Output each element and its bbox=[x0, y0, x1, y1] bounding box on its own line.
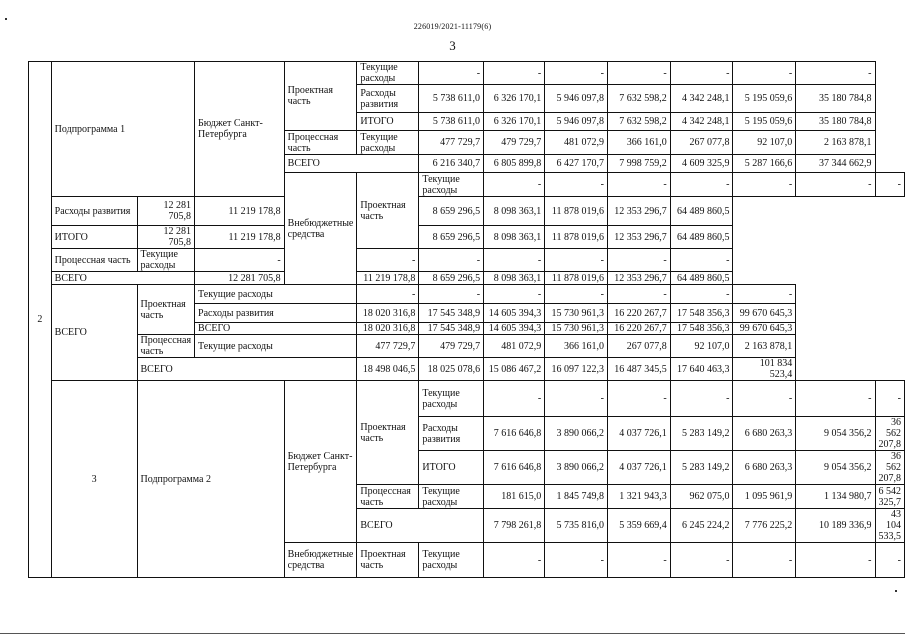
subtotal-label: ИТОГО bbox=[51, 226, 137, 249]
value-cell: 17 545 348,9 bbox=[419, 304, 484, 323]
value-cell: 366 161,0 bbox=[607, 131, 670, 155]
part-name: Процессная часть bbox=[284, 131, 357, 155]
value-cell: - bbox=[607, 249, 670, 272]
value-cell: 99 670 645,3 bbox=[733, 304, 796, 323]
value-cell: 64 489 860,5 bbox=[670, 197, 733, 226]
value-cell: 14 605 394,3 bbox=[484, 323, 545, 335]
value-cell: - bbox=[875, 543, 905, 578]
total-label: ВСЕГО bbox=[357, 509, 484, 543]
part-name: Процессная часть bbox=[357, 485, 419, 509]
part-name: Проектная часть bbox=[357, 173, 419, 249]
value-cell: 8 098 363,1 bbox=[484, 197, 545, 226]
value-cell: - bbox=[195, 249, 285, 272]
source-name: Бюджет Санкт-Петербурга bbox=[284, 381, 357, 543]
value-cell: 267 077,8 bbox=[670, 131, 733, 155]
value-cell: 481 072,9 bbox=[545, 131, 608, 155]
value-cell: - bbox=[733, 543, 796, 578]
value-cell: 18 020 316,8 bbox=[357, 304, 419, 323]
value-cell: 5 195 059,6 bbox=[733, 85, 796, 113]
value-cell: 5 195 059,6 bbox=[733, 113, 796, 131]
value-cell: 15 730 961,3 bbox=[545, 304, 608, 323]
value-cell: 6 245 224,2 bbox=[670, 509, 733, 543]
value-cell: 7 776 225,2 bbox=[733, 509, 796, 543]
value-cell: - bbox=[484, 285, 545, 304]
value-cell: 10 189 336,9 bbox=[796, 509, 875, 543]
scan-speck bbox=[895, 590, 897, 592]
table-row bbox=[29, 335, 905, 358]
value-cell: 11 219 178,8 bbox=[357, 272, 419, 285]
value-cell: - bbox=[607, 173, 670, 197]
table-row bbox=[29, 249, 905, 272]
value-cell: 9 054 356,2 bbox=[796, 417, 875, 451]
subtotal-label: ИТОГО bbox=[419, 451, 484, 485]
value-cell: 477 729,7 bbox=[357, 335, 419, 358]
expense-type: Текущие расходы bbox=[357, 62, 419, 85]
total-label: ВСЕГО bbox=[51, 285, 137, 381]
budget-table bbox=[28, 61, 905, 578]
document-number: 226019/2021-11179(6) bbox=[413, 22, 492, 31]
source-name: Внебюджетные средства bbox=[284, 173, 357, 285]
value-cell: 2 163 878,1 bbox=[733, 335, 796, 358]
value-cell: 5 738 611,0 bbox=[419, 113, 484, 131]
value-cell: - bbox=[670, 381, 733, 417]
expense-type: Текущие расходы bbox=[419, 381, 484, 417]
value-cell: 7 998 759,2 bbox=[607, 155, 670, 173]
value-cell: 12 353 296,7 bbox=[607, 226, 670, 249]
value-cell: 5 946 097,8 bbox=[545, 85, 608, 113]
value-cell: 5 287 166,6 bbox=[733, 155, 796, 173]
value-cell: - bbox=[484, 249, 545, 272]
value-cell: 11 878 019,6 bbox=[545, 197, 608, 226]
value-cell: 17 548 356,3 bbox=[670, 304, 733, 323]
value-cell: 17 548 356,3 bbox=[670, 323, 733, 335]
row-number: 3 bbox=[51, 381, 137, 578]
value-cell: 7 632 598,2 bbox=[607, 85, 670, 113]
value-cell: 3 890 066,2 bbox=[545, 417, 608, 451]
value-cell: 36 562 207,8 bbox=[875, 451, 905, 485]
subprogram-name: Подпрограмма 2 bbox=[137, 381, 284, 578]
source-name: Бюджет Санкт-Петербурга bbox=[195, 62, 285, 197]
part-name: Проектная часть bbox=[357, 543, 419, 578]
value-cell: 17 640 463,3 bbox=[670, 358, 733, 381]
value-cell: 92 107,0 bbox=[733, 131, 796, 155]
value-cell: 36 562 207,8 bbox=[875, 417, 905, 451]
value-cell: 6 680 263,3 bbox=[733, 451, 796, 485]
expense-type: Расходы развития bbox=[357, 85, 419, 113]
value-cell: 366 161,0 bbox=[545, 335, 608, 358]
part-name: Проектная часть bbox=[357, 381, 419, 485]
page-bottom-edge bbox=[0, 633, 905, 634]
value-cell: - bbox=[419, 249, 484, 272]
value-cell: 11 219 178,8 bbox=[195, 226, 285, 249]
value-cell: 4 342 248,1 bbox=[670, 85, 733, 113]
value-cell: - bbox=[357, 285, 419, 304]
value-cell: 16 097 122,3 bbox=[545, 358, 608, 381]
value-cell: 481 072,9 bbox=[484, 335, 545, 358]
value-cell: 1 321 943,3 bbox=[607, 485, 670, 509]
value-cell: - bbox=[607, 285, 670, 304]
value-cell: - bbox=[484, 173, 545, 197]
value-cell: 18 025 078,6 bbox=[419, 358, 484, 381]
value-cell: 15 086 467,2 bbox=[484, 358, 545, 381]
value-cell: 6 805 899,8 bbox=[484, 155, 545, 173]
value-cell: - bbox=[545, 381, 608, 417]
table-row bbox=[29, 272, 905, 285]
value-cell: 15 730 961,3 bbox=[545, 323, 608, 335]
expense-type: Текущие расходы bbox=[195, 285, 357, 304]
table-row bbox=[29, 285, 905, 304]
value-cell: 18 020 316,8 bbox=[357, 323, 419, 335]
subprogram-name: Подпрограмма 1 bbox=[51, 62, 194, 197]
value-cell: - bbox=[733, 381, 796, 417]
table-row bbox=[29, 62, 905, 85]
value-cell: 1 845 749,8 bbox=[545, 485, 608, 509]
value-cell: 8 098 363,1 bbox=[484, 272, 545, 285]
value-cell: 4 342 248,1 bbox=[670, 113, 733, 131]
table-row bbox=[29, 381, 905, 417]
value-cell: 35 180 784,8 bbox=[796, 85, 875, 113]
value-cell: - bbox=[670, 62, 733, 85]
value-cell: - bbox=[545, 62, 608, 85]
value-cell: 1 095 961,9 bbox=[733, 485, 796, 509]
page-number: 3 bbox=[449, 38, 456, 53]
value-cell: - bbox=[796, 543, 875, 578]
value-cell: 16 220 267,7 bbox=[607, 323, 670, 335]
value-cell: - bbox=[419, 62, 484, 85]
total-label: ВСЕГО bbox=[195, 323, 357, 335]
source-name: Внебюджетные средства bbox=[284, 543, 357, 578]
value-cell: 7 798 261,8 bbox=[484, 509, 545, 543]
table-row bbox=[29, 358, 905, 381]
value-cell: - bbox=[733, 285, 796, 304]
value-cell: 8 098 363,1 bbox=[484, 226, 545, 249]
expense-type: Расходы развития bbox=[195, 304, 357, 323]
value-cell: 4 037 726,1 bbox=[607, 451, 670, 485]
expense-type: Расходы развития bbox=[51, 197, 137, 226]
value-cell: 12 281 705,8 bbox=[195, 272, 285, 285]
table-row bbox=[29, 226, 905, 249]
value-cell: 4 037 726,1 bbox=[607, 417, 670, 451]
scan-speck bbox=[5, 18, 7, 20]
value-cell: - bbox=[484, 62, 545, 85]
value-cell: 11 878 019,6 bbox=[545, 226, 608, 249]
value-cell: 4 609 325,9 bbox=[670, 155, 733, 173]
value-cell: 1 134 980,7 bbox=[796, 485, 875, 509]
value-cell: - bbox=[357, 249, 419, 272]
value-cell: 5 359 669,4 bbox=[607, 509, 670, 543]
value-cell: - bbox=[796, 381, 875, 417]
value-cell: 9 054 356,2 bbox=[796, 451, 875, 485]
value-cell: - bbox=[545, 543, 608, 578]
value-cell: 267 077,8 bbox=[607, 335, 670, 358]
value-cell: 8 659 296,5 bbox=[419, 197, 484, 226]
row-number: 2 bbox=[29, 62, 52, 578]
value-cell: 18 498 046,5 bbox=[357, 358, 419, 381]
value-cell: 3 890 066,2 bbox=[545, 451, 608, 485]
value-cell: 64 489 860,5 bbox=[670, 226, 733, 249]
value-cell: - bbox=[545, 285, 608, 304]
value-cell: 7 616 646,8 bbox=[484, 451, 545, 485]
value-cell: 5 738 611,0 bbox=[419, 85, 484, 113]
value-cell: - bbox=[796, 173, 875, 197]
value-cell: 5 946 097,8 bbox=[545, 113, 608, 131]
value-cell: 5 283 149,2 bbox=[670, 451, 733, 485]
value-cell: 8 659 296,5 bbox=[419, 272, 484, 285]
expense-type: Текущие расходы bbox=[419, 485, 484, 509]
value-cell: - bbox=[607, 543, 670, 578]
value-cell: 2 163 878,1 bbox=[796, 131, 875, 155]
value-cell: 479 729,7 bbox=[484, 131, 545, 155]
expense-type: Текущие расходы bbox=[419, 173, 484, 197]
total-label: ВСЕГО bbox=[51, 272, 194, 285]
value-cell: 6 326 170,1 bbox=[484, 113, 545, 131]
value-cell: 16 487 345,5 bbox=[607, 358, 670, 381]
part-name: Проектная часть bbox=[284, 62, 357, 131]
value-cell: 12 281 705,8 bbox=[137, 197, 195, 226]
value-cell: - bbox=[670, 285, 733, 304]
value-cell: 43 104 533,5 bbox=[875, 509, 905, 543]
value-cell: 6 542 325,7 bbox=[875, 485, 905, 509]
value-cell: - bbox=[607, 62, 670, 85]
value-cell: 12 353 296,7 bbox=[607, 272, 670, 285]
value-cell: 6 216 340,7 bbox=[419, 155, 484, 173]
value-cell: 11 219 178,8 bbox=[195, 197, 285, 226]
value-cell: - bbox=[670, 249, 733, 272]
expense-type: Расходы развития bbox=[419, 417, 484, 451]
total-label: ВСЕГО bbox=[284, 155, 419, 173]
value-cell: - bbox=[545, 173, 608, 197]
value-cell: - bbox=[545, 249, 608, 272]
value-cell: 6 680 263,3 bbox=[733, 417, 796, 451]
value-cell: 14 605 394,3 bbox=[484, 304, 545, 323]
part-name: Процессная часть bbox=[137, 335, 195, 358]
value-cell: 37 344 662,9 bbox=[796, 155, 875, 173]
value-cell: - bbox=[670, 173, 733, 197]
subtotal-label: ИТОГО bbox=[357, 113, 419, 131]
expense-type: Текущие расходы bbox=[195, 335, 357, 358]
value-cell: 6 427 170,7 bbox=[545, 155, 608, 173]
expense-type: Текущие расходы bbox=[137, 249, 195, 272]
value-cell: 12 281 705,8 bbox=[137, 226, 195, 249]
value-cell: 7 616 646,8 bbox=[484, 417, 545, 451]
value-cell: 477 729,7 bbox=[419, 131, 484, 155]
table-row bbox=[29, 197, 905, 226]
value-cell: - bbox=[419, 285, 484, 304]
value-cell: 6 326 170,1 bbox=[484, 85, 545, 113]
value-cell: 17 545 348,9 bbox=[419, 323, 484, 335]
value-cell: - bbox=[484, 381, 545, 417]
value-cell: 479 729,7 bbox=[419, 335, 484, 358]
value-cell: 962 075,0 bbox=[670, 485, 733, 509]
expense-type: Текущие расходы bbox=[419, 543, 484, 578]
value-cell: 7 632 598,2 bbox=[607, 113, 670, 131]
value-cell: - bbox=[875, 173, 905, 197]
value-cell: 11 878 019,6 bbox=[545, 272, 608, 285]
value-cell: - bbox=[670, 543, 733, 578]
value-cell: 35 180 784,8 bbox=[796, 113, 875, 131]
value-cell: 99 670 645,3 bbox=[733, 323, 796, 335]
value-cell: 5 735 816,0 bbox=[545, 509, 608, 543]
expense-type: Текущие расходы bbox=[357, 131, 419, 155]
value-cell: 64 489 860,5 bbox=[670, 272, 733, 285]
value-cell: 16 220 267,7 bbox=[607, 304, 670, 323]
value-cell: 92 107,0 bbox=[670, 335, 733, 358]
value-cell: - bbox=[733, 62, 796, 85]
value-cell: 101 834 523,4 bbox=[733, 358, 796, 381]
value-cell: - bbox=[733, 173, 796, 197]
value-cell: - bbox=[484, 543, 545, 578]
value-cell: - bbox=[875, 381, 905, 417]
value-cell: 12 353 296,7 bbox=[607, 197, 670, 226]
part-name: Процессная часть bbox=[51, 249, 137, 272]
total-label: ВСЕГО bbox=[137, 358, 357, 381]
value-cell: - bbox=[796, 62, 875, 85]
value-cell: - bbox=[607, 381, 670, 417]
part-name: Проектная часть bbox=[137, 285, 195, 335]
value-cell: 181 615,0 bbox=[484, 485, 545, 509]
value-cell: 5 283 149,2 bbox=[670, 417, 733, 451]
value-cell: 8 659 296,5 bbox=[419, 226, 484, 249]
